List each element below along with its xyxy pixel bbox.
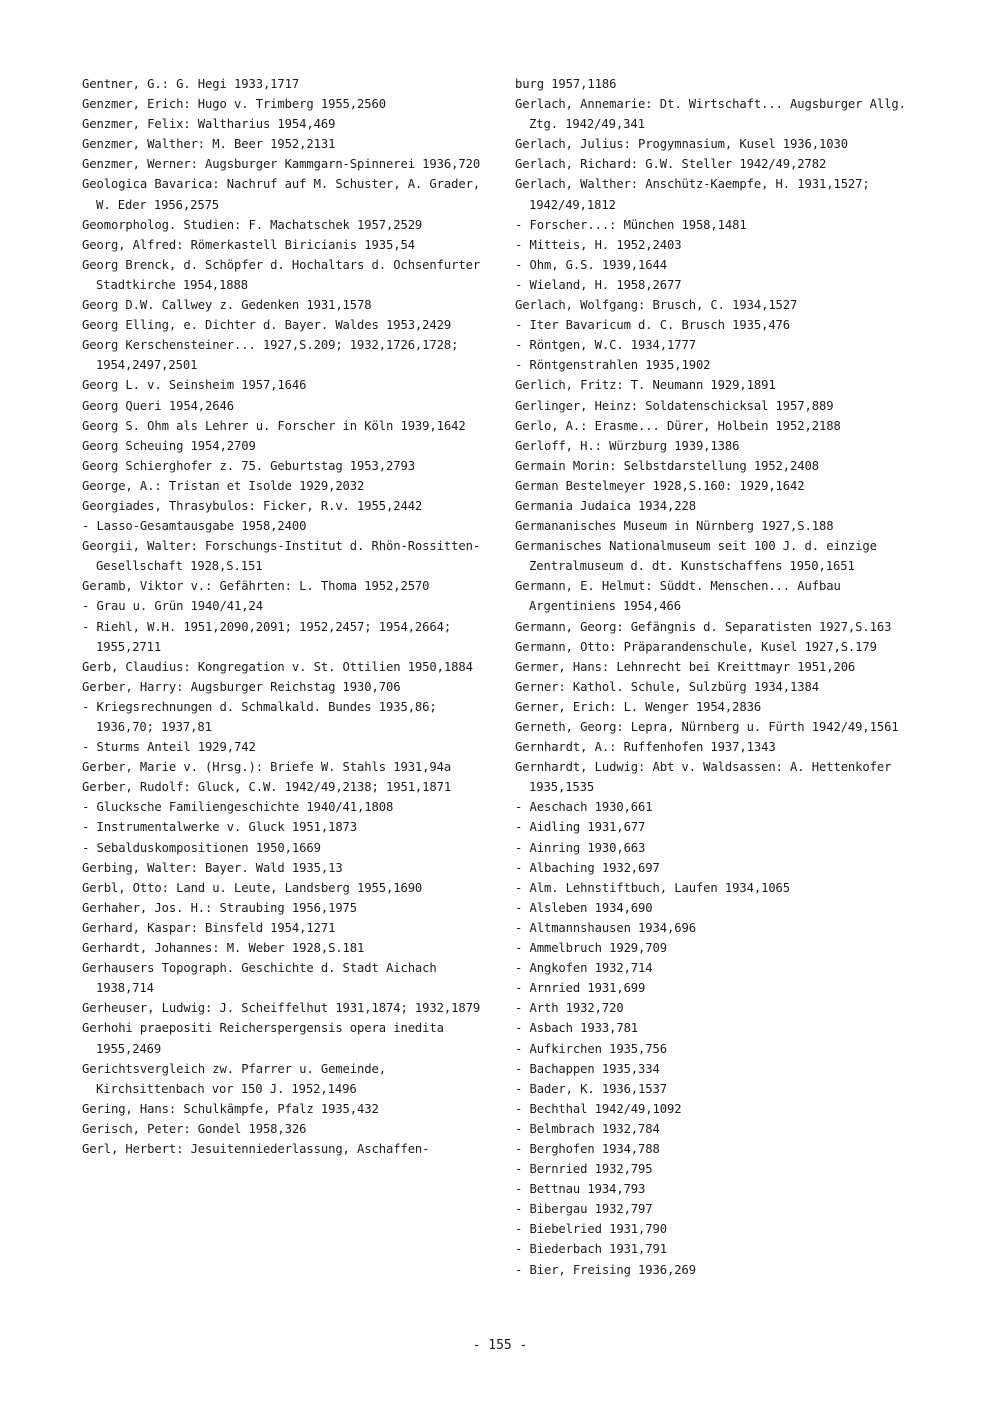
index-entry: Geomorpholog. Studien: F. Machatschek 1957,2529 [82,217,423,232]
index-entry: Gerloff, H.: Würzburg 1939,1386 [515,438,740,453]
index-entry: Gerhard, Kaspar: Binsfeld 1954,1271 [82,920,336,935]
index-entry: German Bestelmeyer 1928,S.160: 1929,1642 [515,478,805,493]
index-entry: Gernhardt, Ludwig: Abt v. Waldsassen: A. Hettenkofer 1935,1535 [515,760,899,795]
index-entry: Gerisch, Peter: Gondel 1958,326 [82,1121,307,1136]
index-entry: - Alm. Lehnstiftbuch, Laufen 1934,1065 [515,880,791,895]
index-entry: Gerner, Erich: L. Wenger 1954,2836 [515,699,762,714]
index-entry: - Bibergau 1932,797 [515,1202,653,1217]
index-entry: - Aidling 1931,677 [515,820,646,835]
index-entry: Gerhaher, Jos. H.: Straubing 1956,1975 [82,900,358,915]
index-entry: - Röntgen, W.C. 1934,1777 [515,338,696,353]
index-entry: Gerl, Herbert: Jesuitenniederlassung, Aschaffen- [82,1141,430,1156]
index-entry: - Bader, K. 1936,1537 [515,1081,667,1096]
index-entry: Georg S. Ohm als Lehrer u. Forscher in Köln 1939,1642 [82,418,466,433]
index-entry: - Biebelried 1931,790 [515,1222,667,1237]
left-index-column [82,74,488,1159]
index-entry: Gerbing, Walter: Bayer. Wald 1935,13 [82,860,343,875]
index-entry: - Sebalduskompositionen 1950,1669 [82,840,321,855]
index-entry: - Bettnau 1934,793 [515,1182,646,1197]
index-entry: Gerhausers Topograph. Geschichte d. Stadt Aichach 1938,714 [82,961,444,996]
index-entry: George, A.: Tristan et Isolde 1929,2032 [82,478,365,493]
index-entry: Georg Elling, e. Dichter d. Bayer. Waldes 1953,2429 [82,318,452,333]
index-entry: - Röntgenstrahlen 1935,1902 [515,358,711,373]
index-entry: Germer, Hans: Lehnrecht bei Kreittmayr 1951,206 [515,659,856,674]
index-entry: Genzmer, Erich: Hugo v. Trimberg 1955,2560 [82,97,386,112]
index-entry: Gerneth, Georg: Lepra, Nürnberg u. Fürth 1942/49,1561 [515,720,899,734]
index-entry: Georg Queri 1954,2646 [82,398,234,413]
index-entry: - Iter Bavaricum d. C. Brusch 1935,476 [515,318,791,333]
index-entry: Gentner, G.: G. Hegi 1933,1717 [82,77,300,91]
index-entry: Gerber, Rudolf: Gluck, C.W. 1942/49,2138; 1951,1871 [82,780,452,795]
index-entry: - Glucksche Familiengeschichte 1940/41,1808 [82,800,394,815]
index-entry: burg 1957,1186 [515,77,617,91]
index-entry: Gerlach, Annemarie: Dt. Wirtschaft... Augsburger Allg. Ztg. 1942/49,341 [515,97,914,132]
index-entry: - Angkofen 1932,714 [515,961,653,976]
index-entry: Genzmer, Werner: Augsburger Kammgarn-Spinnerei 1936,720 [82,157,481,172]
index-entry: - Ammelbruch 1929,709 [515,941,667,956]
index-entry: Genzmer, Felix: Waltharius 1954,469 [82,117,336,132]
index-entry: Geologica Bavarica: Nachruf auf M. Schuster, A. Grader, W. Eder 1956,2575 [82,177,488,212]
index-entry: Gerlach, Richard: G.W. Steller 1942/49,2782 [515,157,827,172]
index-entry: - Kriegsrechnungen d. Schmalkald. Bundes 1935,86; 1936,70; 1937,81 [82,699,444,734]
index-entry: - Bernried 1932,795 [515,1162,653,1177]
index-entry: Georg, Alfred: Römerkastell Biricianis 1935,54 [82,237,415,252]
index-entry: - Mitteis, H. 1952,2403 [515,237,682,252]
index-entry: - Alsleben 1934,690 [515,900,653,915]
index-entry: Germann, Georg: Gefängnis d. Separatisten 1927,S.163 [515,619,892,634]
index-entry: - Arnried 1931,699 [515,981,646,996]
index-entry: - Albaching 1932,697 [515,860,660,875]
index-entry: Gerlach, Walther: Anschütz-Kaempfe, H. 1931,1527; 1942/49,1812 [515,177,877,212]
index-entry: Gerlich, Fritz: T. Neumann 1929,1891 [515,378,776,393]
index-entry: Georg L. v. Seinsheim 1957,1646 [82,378,307,393]
index-entry: Gerlo, A.: Erasme... Dürer, Holbein 1952,2188 [515,418,841,433]
index-entry: - Lasso-Gesamtausgabe 1958,2400 [82,519,307,534]
index-entry: - Grau u. Grün 1940/41,24 [82,599,263,614]
index-entry: Georg Schierghofer z. 75. Geburtstag 1953,2793 [82,458,415,473]
index-entry: Gering, Hans: Schulkämpfe, Pfalz 1935,432 [82,1101,379,1116]
index-entry: - Ohm, G.S. 1939,1644 [515,257,667,272]
index-entry: Georg Brenck, d. Schöpfer d. Hochaltars d. Ochsenfurter Stadtkirche 1954,1888 [82,257,488,292]
index-entry: Germann, Otto: Präparandenschule, Kusel 1927,S.179 [515,639,877,654]
index-entry: - Wieland, H. 1958,2677 [515,277,682,292]
index-entry: Georgii, Walter: Forschungs-Institut d. Rhön-Rossitten-Gesellschaft 1928,S.151 [82,539,481,574]
index-entry: - Bier, Freising 1936,269 [515,1262,696,1277]
index-entry: - Instrumentalwerke v. Gluck 1951,1873 [82,820,358,835]
index-entry: - Ainring 1930,663 [515,840,646,855]
index-entry: Germania Judaica 1934,228 [515,498,696,513]
index-entry: Gerheuser, Ludwig: J. Scheiffelhut 1931,1874; 1932,1879 [82,1001,481,1016]
index-entry: - Forscher...: München 1958,1481 [515,217,747,232]
index-entry: Gernhardt, A.: Ruffenhofen 1937,1343 [515,740,776,755]
index-entry: Gerb, Claudius: Kongregation v. St. Ottilien 1950,1884 [82,659,473,674]
index-entry: - Riehl, W.H. 1951,2090,2091; 1952,2457; 1954,2664; 1955,2711 [82,619,459,654]
index-entry: Germann, E. Helmut: Süddt. Menschen... Aufbau Argentiniens 1954,466 [515,579,848,614]
index-entry: Gerlinger, Heinz: Soldatenschicksal 1957,889 [515,398,834,413]
index-entry: Germain Morin: Selbstdarstellung 1952,2408 [515,458,819,473]
index-entry: Gerhohi praepositi Reicherspergensis opera inedita 1955,2469 [82,1021,452,1056]
index-entry: Gerichtsvergleich zw. Pfarrer u. Gemeinde, Kirchsittenbach vor 150 J. 1952,1496 [82,1061,394,1096]
right-index-column [515,74,925,1280]
index-entry: - Arth 1932,720 [515,1001,624,1016]
index-entry: - Bachappen 1935,334 [515,1061,660,1076]
index-entry: Gerbl, Otto: Land u. Leute, Landsberg 1955,1690 [82,880,423,895]
index-entry: - Altmannshausen 1934,696 [515,920,696,935]
index-entry: - Bechthal 1942/49,1092 [515,1101,682,1116]
index-entry: Genzmer, Walther: M. Beer 1952,2131 [82,137,336,152]
index-entry: Germananisches Museum in Nürnberg 1927,S.188 [515,519,834,534]
index-entry: - Biederbach 1931,791 [515,1242,667,1257]
index-entry: Gerber, Harry: Augsburger Reichstag 1930,706 [82,679,401,694]
page-number: - 155 - [472,1338,528,1353]
index-entry: Geramb, Viktor v.: Gefährten: L. Thoma 1952,2570 [82,579,430,594]
index-entry: - Sturms Anteil 1929,742 [82,740,256,755]
index-entry: Georg Scheuing 1954,2709 [82,438,256,453]
index-entry: Georgiades, Thrasybulos: Ficker, R.v. 1955,2442 [82,498,423,513]
index-entry: Gerber, Marie v. (Hrsg.): Briefe W. Stahls 1931,94a [82,760,452,775]
index-entry: - Belmbrach 1932,784 [515,1121,660,1136]
index-entry: - Aeschach 1930,661 [515,800,653,815]
index-entry: Gerlach, Julius: Progymnasium, Kusel 1936,1030 [515,137,848,152]
index-entry: - Aufkirchen 1935,756 [515,1041,667,1056]
index-entry: Gerner: Kathol. Schule, Sulzbürg 1934,1384 [515,679,819,694]
index-entry: Gerlach, Wolfgang: Brusch, C. 1934,1527 [515,298,798,313]
index-entry: Germanisches Nationalmuseum seit 100 J. d. einzige Zentralmuseum d. dt. Kunstschaffens 1950,1651 [515,539,885,574]
index-entry: - Asbach 1933,781 [515,1021,639,1036]
index-entry: Gerhardt, Johannes: M. Weber 1928,S.181 [82,941,365,956]
index-entry: - Berghofen 1934,788 [515,1141,660,1156]
index-entry: Georg Kerschensteiner... 1927,S.209; 1932,1726,1728; 1954,2497,2501 [82,338,466,373]
index-entry: Georg D.W. Callwey z. Gedenken 1931,1578 [82,298,372,313]
